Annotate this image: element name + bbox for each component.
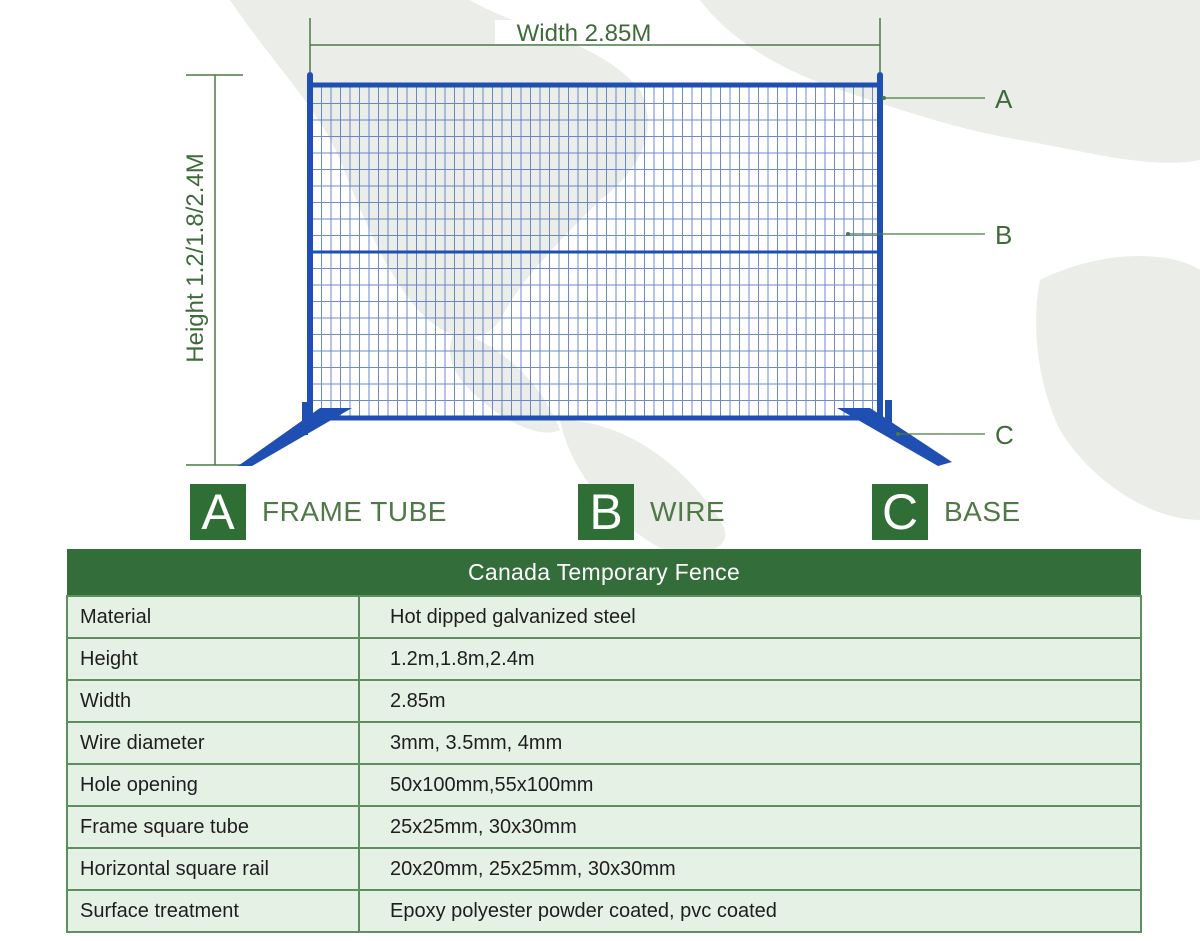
width-label: Width 2.85M: [516, 20, 652, 47]
legend-frame-tube: [190, 484, 447, 540]
legend-badge-c: C: [872, 484, 928, 540]
row-label: Hole opening: [67, 764, 359, 806]
legend-base: [872, 484, 1021, 540]
spec-table: [66, 549, 1142, 933]
table-row: [67, 890, 1141, 932]
table-row: [67, 722, 1141, 764]
fence-frame: [310, 75, 880, 420]
table-row: [67, 848, 1141, 890]
row-value: 3mm, 3.5mm, 4mm: [359, 722, 1141, 764]
legend-label-base: BASE: [944, 496, 1021, 527]
row-value: 50x100mm,55x100mm: [359, 764, 1141, 806]
height-dimension: [182, 75, 243, 465]
width-dimension: [310, 18, 880, 72]
svg-text:A: A: [995, 84, 1013, 114]
height-label: Height 1.2/1.8/2.4M: [182, 153, 209, 363]
table-title: Canada Temporary Fence: [67, 549, 1141, 596]
row-label: Material: [67, 596, 359, 638]
row-value: 25x25mm, 30x30mm: [359, 806, 1141, 848]
legend-label-wire: WIRE: [650, 496, 726, 527]
row-value: Hot dipped galvanized steel: [359, 596, 1141, 638]
table-row: [67, 596, 1141, 638]
row-label: Frame square tube: [67, 806, 359, 848]
table-row: [67, 764, 1141, 806]
table-row: [67, 680, 1141, 722]
row-label: Horizontal square rail: [67, 848, 359, 890]
row-label: Width: [67, 680, 359, 722]
legend-label-frame-tube: FRAME TUBE: [262, 496, 447, 527]
row-value: 2.85m: [359, 680, 1141, 722]
table-row: [67, 806, 1141, 848]
row-label: Wire diameter: [67, 722, 359, 764]
svg-text:B: B: [995, 220, 1013, 250]
row-value: Epoxy polyester powder coated, pvc coated: [359, 890, 1141, 932]
legend-badge-b: B: [578, 484, 634, 540]
row-value: 1.2m,1.8m,2.4m: [359, 638, 1141, 680]
row-label: Height: [67, 638, 359, 680]
legend-badge-a: A: [190, 484, 246, 540]
fence-bases: [238, 400, 952, 466]
row-label: Surface treatment: [67, 890, 359, 932]
legend-wire: [578, 484, 725, 540]
row-value: 20x20mm, 25x25mm, 30x30mm: [359, 848, 1141, 890]
callout-a: [882, 84, 1013, 114]
svg-text:C: C: [995, 420, 1014, 450]
table-row: [67, 638, 1141, 680]
